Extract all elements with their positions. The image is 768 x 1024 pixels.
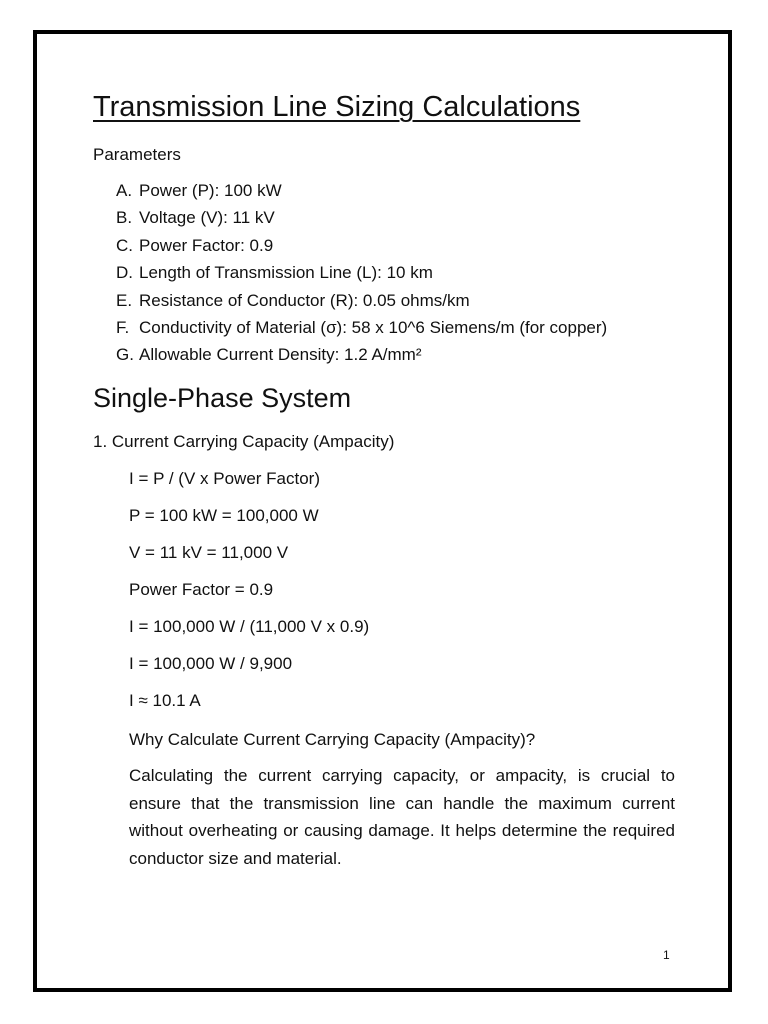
parameter-item	[116, 204, 607, 231]
calculation-line: I = P / (V x Power Factor)	[129, 469, 320, 488]
parameter-item	[116, 314, 607, 341]
parameter-text: Resistance of Conductor (R): 0.05 ohms/km	[139, 290, 470, 310]
calculation-line: P = 100 kW = 100,000 W	[129, 506, 319, 525]
parameters-list	[116, 177, 607, 369]
calculation-result: I ≈ 10.1 A	[129, 691, 201, 710]
parameter-item	[116, 259, 607, 286]
parameter-marker: A.	[116, 181, 133, 200]
parameter-text: Allowable Current Density: 1.2 A/mm²	[139, 345, 422, 365]
calculation-line: I = 100,000 W / 9,900	[129, 654, 293, 673]
parameter-item	[116, 341, 607, 368]
parameter-item	[116, 177, 607, 204]
parameter-text: Voltage (V): 11 kV	[139, 208, 275, 228]
parameter-marker: D.	[116, 263, 133, 283]
page-title: Transmission Line Sizing Calculations	[93, 91, 581, 123]
section-heading: Single-Phase System	[93, 383, 352, 413]
parameter-marker: G.	[116, 345, 134, 365]
parameter-item	[116, 287, 607, 314]
calculation-line: I = 100,000 W / (11,000 V x 0.9)	[129, 617, 370, 636]
parameter-marker: C.	[116, 235, 133, 255]
calculation-line: Power Factor = 0.9	[129, 580, 274, 599]
explanation-paragraph: Calculating the current carrying capacity, or ampacity, is crucial to ensure that the transmission line can handle the maximum current without overheating or causing damage. It helps determine the required conductor size and material.	[129, 766, 675, 868]
calculation-block	[129, 466, 369, 725]
parameter-marker: B.	[116, 208, 133, 228]
parameter-item	[116, 232, 607, 259]
parameter-text: Power (P): 100 kW	[139, 181, 282, 200]
parameter-marker: F.	[116, 317, 130, 337]
why-question: Why Calculate Current Carrying Capacity (Ampacity)?	[129, 730, 536, 749]
page-number: 1	[663, 948, 670, 962]
calculation-line: V = 11 kV = 11,000 V	[129, 543, 289, 562]
parameters-heading: Parameters	[93, 145, 181, 164]
parameter-text: Conductivity of Material (σ): 58 x 10^6 Siemens/m (for copper)	[139, 317, 608, 337]
parameter-text: Length of Transmission Line (L): 10 km	[139, 263, 433, 283]
subsection-heading: 1. Current Carrying Capacity (Ampacity)	[93, 432, 395, 451]
parameter-text: Power Factor: 0.9	[139, 235, 274, 255]
parameter-marker: E.	[116, 290, 133, 310]
